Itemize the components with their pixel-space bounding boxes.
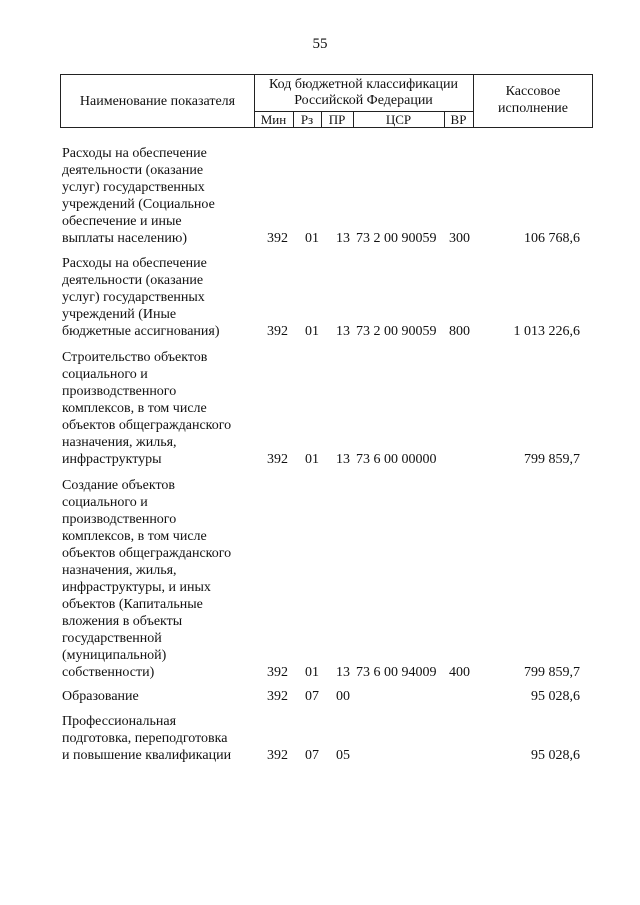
header-code-line1: Код бюджетной классификации <box>269 77 458 92</box>
row-rz: 01 <box>305 665 319 680</box>
row-rz: 01 <box>305 324 319 339</box>
row-csr: 73 2 00 90059 <box>356 231 437 246</box>
row-name: Строительство объектов социального и производственного комплексов, в том числе объектов общегражданского назначения, жилья, инфраструктуры <box>62 350 232 467</box>
row-min: 392 <box>267 452 288 467</box>
row-vr: 300 <box>449 231 470 246</box>
row-min: 392 <box>267 324 288 339</box>
row-amount: 106 768,6 <box>524 231 580 246</box>
row-csr: 73 6 00 94009 <box>356 665 437 680</box>
row-name: Расходы на обеспечение деятельности (оказание услуг) государственных учреждений (Иные бюджетные ассигнования) <box>62 256 220 339</box>
row-amount: 799 859,7 <box>524 665 580 680</box>
row-csr: 73 6 00 00000 <box>356 452 437 467</box>
row-amount: 95 028,6 <box>531 748 580 763</box>
header-col-min: Мин <box>260 112 287 127</box>
row-csr: 73 2 00 90059 <box>356 324 437 339</box>
row-pr: 13 <box>336 324 350 339</box>
row-rz: 01 <box>305 452 319 467</box>
row-vr: 800 <box>449 324 470 339</box>
row-pr: 00 <box>336 689 350 704</box>
row-pr: 13 <box>336 452 350 467</box>
header-col-pr: ПР <box>328 112 346 127</box>
row-rz: 07 <box>305 689 319 704</box>
header-col-rz: Рз <box>300 112 314 127</box>
row-amount: 95 028,6 <box>531 689 580 704</box>
row-amount: 1 013 226,6 <box>513 324 580 339</box>
row-amount: 799 859,7 <box>524 452 580 467</box>
header-code-line2: Российской Федерации <box>294 93 433 108</box>
row-vr: 400 <box>449 665 470 680</box>
row-rz: 07 <box>305 748 319 763</box>
row-min: 392 <box>267 748 288 763</box>
header-col-vr: ВР <box>450 112 467 127</box>
row-name: Расходы на обеспечение деятельности (оказание услуг) государственных учреждений (Социальное обеспечение и иные выплаты населению) <box>62 146 215 246</box>
header-name-column: Наименование показателя <box>79 94 236 109</box>
row-min: 392 <box>267 665 288 680</box>
row-name: Образование <box>62 689 139 704</box>
row-pr: 13 <box>336 665 350 680</box>
row-name: Профессиональная подготовка, переподготовка и повышение квалификации <box>62 714 232 763</box>
page-number: 55 <box>312 36 328 52</box>
row-name: Создание объектов социального и производственного комплексов, в том числе объектов общегражданского назначения, жилья, инфраструктуры, и иных объектов (Капитальные вложения в объекты государственной (муниципальной) собственности) <box>62 478 232 680</box>
row-min: 392 <box>267 689 288 704</box>
header-execution-line2: исполнение <box>498 101 568 116</box>
header-col-csr: ЦСР <box>385 112 412 127</box>
table-header <box>60 74 593 128</box>
row-rz: 01 <box>305 231 319 246</box>
header-execution-line1: Кассовое <box>505 84 561 99</box>
row-pr: 05 <box>336 748 350 763</box>
row-min: 392 <box>267 231 288 246</box>
row-pr: 13 <box>336 231 350 246</box>
